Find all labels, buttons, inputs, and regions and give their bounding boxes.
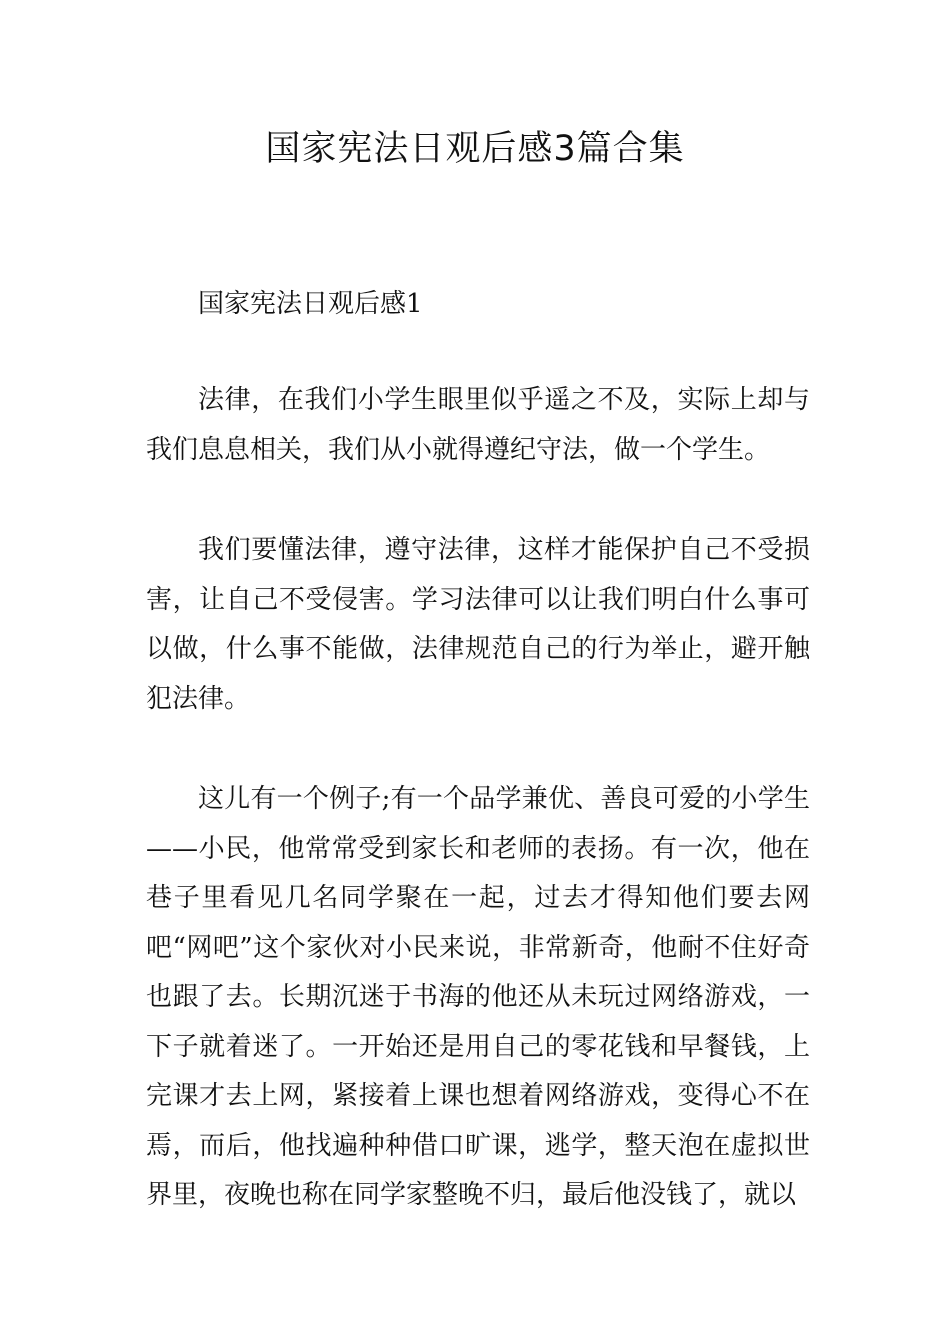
paragraph-2: 我们要懂法律，遵守法律，这样才能保护自己不受损害，让自己不受侵害。学习法律可以让我们明白什么事可以做，什么事不能做，法律规范自己的行为举止，避开触犯法律。 [146,535,810,714]
paragraph-3: 这儿有一个例子;有一个品学兼优、善良可爱的小学生——小民，他常常受到家长和老师的表扬。有一次，他在巷子里看见几名同学聚在一起，过去才得知他们要去网吧“网吧”这个家伙对小民来说，非常新奇，他耐不住好奇也跟了去。长期沉迷于书海的他还从未玩过网络游戏，一下子就着迷了。一开始还是用自己的零花钱和早餐钱，上完课才去上网，紧接着上课也想着网络游戏，变得心不在焉，而后，他找遍种种借口旷课，逃学，整天泡在虚拟世界里，夜晚也称在同学家整晚不归，最后他没钱了，就以 [146,784,810,1210]
page-title: 国家宪法日观后感3篇合集 [265,129,685,169]
paragraph-1: 法律，在我们小学生眼里似乎遥之不及，实际上却与我们息息相关，我们从小就得遵纪守法，做一个学生。 [146,385,810,465]
section-heading: 国家宪法日观后感1 [198,289,423,319]
